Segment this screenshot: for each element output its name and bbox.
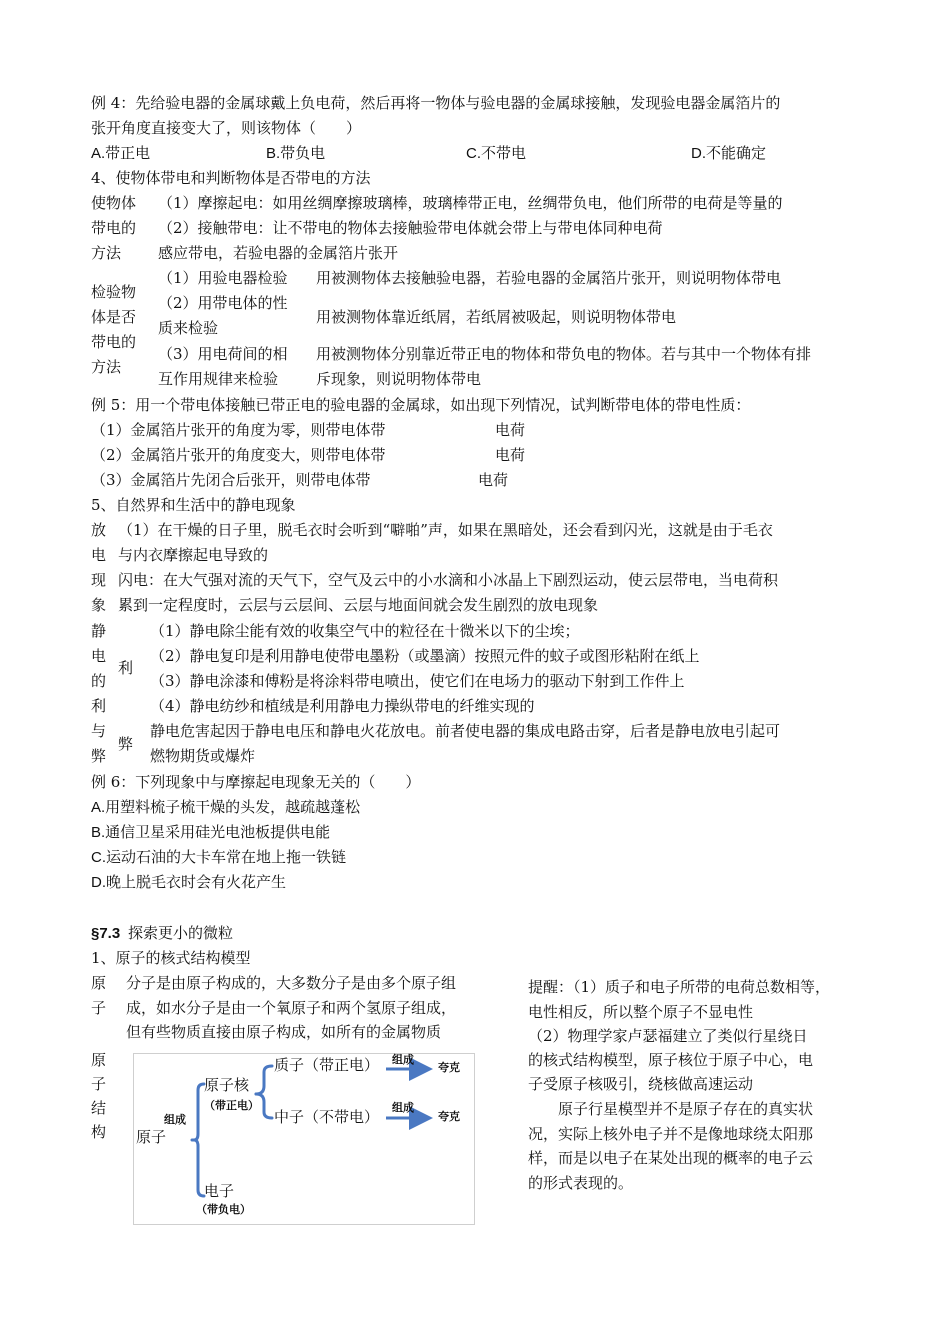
reminder-line: （2）物理学家卢瑟福建立了类似行星绕日: [528, 1027, 808, 1045]
example-6-stem: 例 6：下列现象中与摩擦起电现象无关的（ ）: [91, 773, 421, 791]
example-5-item-tail: 电荷: [478, 471, 509, 489]
test-method-name: （3）用电荷间的相: [158, 345, 288, 363]
reminder-line: 的形式表现的。: [528, 1174, 634, 1192]
pros-item: （1）静电除尘能有效的收集空气中的粒径在十微米以下的尘埃；: [150, 622, 580, 640]
section-4-heading: 4、使物体带电和判断物体是否带电的方法: [91, 169, 371, 187]
charge-method-row: （2）接触带电：让不带电的物体去接触验带电体就会带上与带电体同种电荷: [158, 219, 663, 237]
example-5-item: （2）金属箔片张开的角度变大，则带电体带: [91, 446, 386, 464]
example-4-option-b: B.带负电: [266, 145, 326, 162]
section-7-3-number: §7.3: [91, 925, 121, 942]
example-5-item-tail: 电荷: [495, 446, 526, 464]
atom-label: 原: [91, 974, 107, 992]
charge-method-row: 感应带电，若验电器的金属箔片张开: [158, 244, 399, 262]
example-5-item-tail: 电荷: [495, 421, 526, 439]
pros-label: 利: [118, 659, 134, 677]
pros-cons-label: 的: [91, 672, 107, 690]
discharge-label: 象: [91, 596, 107, 614]
atom-label: 子: [91, 999, 107, 1017]
example-6-option-c: C.运动石油的大卡车常在地上拖一铁链: [91, 849, 347, 866]
test-method-name: 质来检验: [158, 319, 219, 337]
diagram-quark: 夸克: [438, 1110, 460, 1123]
atom-structure-diagram: [133, 1053, 475, 1225]
discharge-row: 闪电：在大气强对流的天气下，空气及云中的小水滴和小冰晶上下剧烈运动，使云层带电，当电荷积: [118, 571, 779, 589]
example-4-line-1: 例 4：先给验电器的金属球戴上负电荷，然后再将一物体与验电器的金属球接触，发现验电器金属箔片的: [91, 94, 781, 112]
diagram-quark: 夸克: [438, 1061, 460, 1074]
charge-method-label: 使物体: [91, 194, 137, 212]
test-method-label: 检验物: [91, 283, 137, 301]
diagram-electron-charge: （带负电）: [196, 1203, 251, 1216]
example-4-option-c: C.不带电: [466, 145, 527, 162]
charge-method-label: 带电的: [91, 219, 137, 237]
diagram-electron: 电子: [204, 1182, 235, 1200]
example-4-option-d: D.不能确定: [691, 145, 767, 162]
example-4-option-a: A.带正电: [91, 145, 151, 162]
pros-cons-label: 静: [91, 622, 107, 640]
diagram-nucleus-charge: （带正电）: [204, 1099, 259, 1112]
example-6-option-d: D.晚上脱毛衣时会有火花产生: [91, 874, 287, 891]
diagram-compose-label: 组成: [392, 1101, 414, 1114]
atom-structure-label: 构: [91, 1123, 107, 1141]
example-4-line-2: 张开角度直接变大了，则该物体（ ）: [91, 119, 362, 137]
atom-model-heading: 1、原子的核式结构模型: [91, 949, 251, 967]
discharge-row: 与内衣摩擦起电导致的: [118, 546, 269, 564]
example-5-item: （3）金属箔片先闭合后张开，则带电体带: [91, 471, 371, 489]
reminder-line: 子受原子核吸引，绕核做高速运动: [528, 1075, 754, 1093]
pros-cons-label: 利: [91, 697, 107, 715]
test-method-label: 方法: [91, 358, 122, 376]
pros-cons-label: 电: [91, 647, 107, 665]
cons-item: 静电危害起因于静电电压和静电火花放电。前者使电器的集成电路击穿，后者是静电放电引起可: [150, 722, 781, 740]
charge-method-row: （1）摩擦起电：如用丝绸摩擦玻璃棒，玻璃棒带正电，丝绸带负电，他们所带的电荷是等量的: [158, 194, 783, 212]
example-5-item: （1）金属箔片张开的角度为零，则带电体带: [91, 421, 386, 439]
discharge-label: 现: [91, 571, 107, 589]
section-7-3-title: 探索更小的微粒: [128, 924, 234, 942]
pros-item: （4）静电纺纱和植绒是利用静电力操纵带电的纤维实现的: [150, 697, 535, 715]
reminder-line: 况，实际上核外电子并不是像地球绕太阳那: [528, 1125, 814, 1143]
reminder-line: 提醒：（1）质子和电子所带的电荷总数相等，: [528, 978, 831, 996]
diagram-nucleus: 原子核: [204, 1076, 250, 1094]
diagram-compose-label: 组成: [164, 1113, 186, 1126]
test-method-name: （1）用验电器检验: [158, 269, 288, 287]
test-method-label: 体是否: [91, 308, 137, 326]
test-method-name: 互作用规律来检验: [158, 370, 279, 388]
atom-structure-label: 结: [91, 1099, 107, 1117]
example-5-stem: 例 5：用一个带电体接触已带正电的验电器的金属球，如出现下列情况，试判断带电体的带电性质：: [91, 396, 751, 414]
reminder-line: 原子行星模型并不是原子存在的真实状: [528, 1100, 814, 1118]
charge-method-label: 方法: [91, 244, 122, 262]
reminder-line: 电性相反，所以整个原子不显电性: [528, 1003, 754, 1021]
test-method-name: （2）用带电体的性: [158, 294, 288, 312]
section-5-heading: 5、自然界和生活中的静电现象: [91, 496, 296, 514]
reminder-line: 样，而是以电子在某处出现的概率的电子云: [528, 1149, 814, 1167]
example-6-option-b: B.通信卫星采用硅光电池板提供电能: [91, 824, 331, 841]
atom-text: 但有些物质直接由原子构成，如所有的金属物质: [126, 1023, 442, 1041]
discharge-row: （1）在干燥的日子里，脱毛衣时会听到“噼啪”声，如果在黑暗处，还会看到闪光，这就是由于毛衣: [118, 521, 773, 539]
atom-text: 分子是由原子构成的，大多数分子是由多个原子组: [126, 974, 457, 992]
atom-structure-lines: [134, 1054, 474, 1224]
pros-cons-label: 弊: [91, 747, 107, 765]
diagram-neutron: 中子（不带电）: [274, 1108, 380, 1126]
atom-structure-label: 原: [91, 1051, 107, 1069]
discharge-row: 累到一定程度时，云层与云层间、云层与地面间就会发生剧烈的放电现象: [118, 596, 599, 614]
test-method-desc: 用被测物体去接触验电器，若验电器的金属箔片张开，则说明物体带电: [316, 269, 782, 287]
test-method-desc: 用被测物体靠近纸屑，若纸屑被吸起，则说明物体带电: [316, 308, 677, 326]
diagram-proton: 质子（带正电）: [274, 1056, 380, 1074]
reminder-line: 的核式结构模型，原子核位于原子中心，电: [528, 1051, 814, 1069]
test-method-desc: 斥现象，则说明物体带电: [316, 370, 482, 388]
pros-item: （2）静电复印是利用静电使带电墨粉（或墨滴）按照元件的蚊子或图形粘附在纸上: [150, 647, 700, 665]
discharge-label: 放: [91, 521, 107, 539]
diagram-atom: 原子: [136, 1128, 167, 1146]
atom-text: 成，如水分子是由一个氧原子和两个氢原子组成，: [126, 999, 457, 1017]
pros-item: （3）静电涂漆和傅粉是将涂料带电喷出，使它们在电场力的驱动下射到工作件上: [150, 672, 685, 690]
atom-structure-label: 子: [91, 1075, 107, 1093]
discharge-label: 电: [91, 546, 107, 564]
cons-label: 弊: [118, 735, 134, 753]
example-6-option-a: A.用塑料梳子梳干燥的头发，越疏越蓬松: [91, 799, 361, 816]
pros-cons-label: 与: [91, 722, 107, 740]
diagram-compose-label: 组成: [392, 1053, 414, 1066]
cons-item: 燃物期货或爆炸: [150, 747, 256, 765]
test-method-label: 带电的: [91, 333, 137, 351]
test-method-desc: 用被测物体分别靠近带正电的物体和带负电的物体。若与其中一个物体有排: [316, 345, 812, 363]
